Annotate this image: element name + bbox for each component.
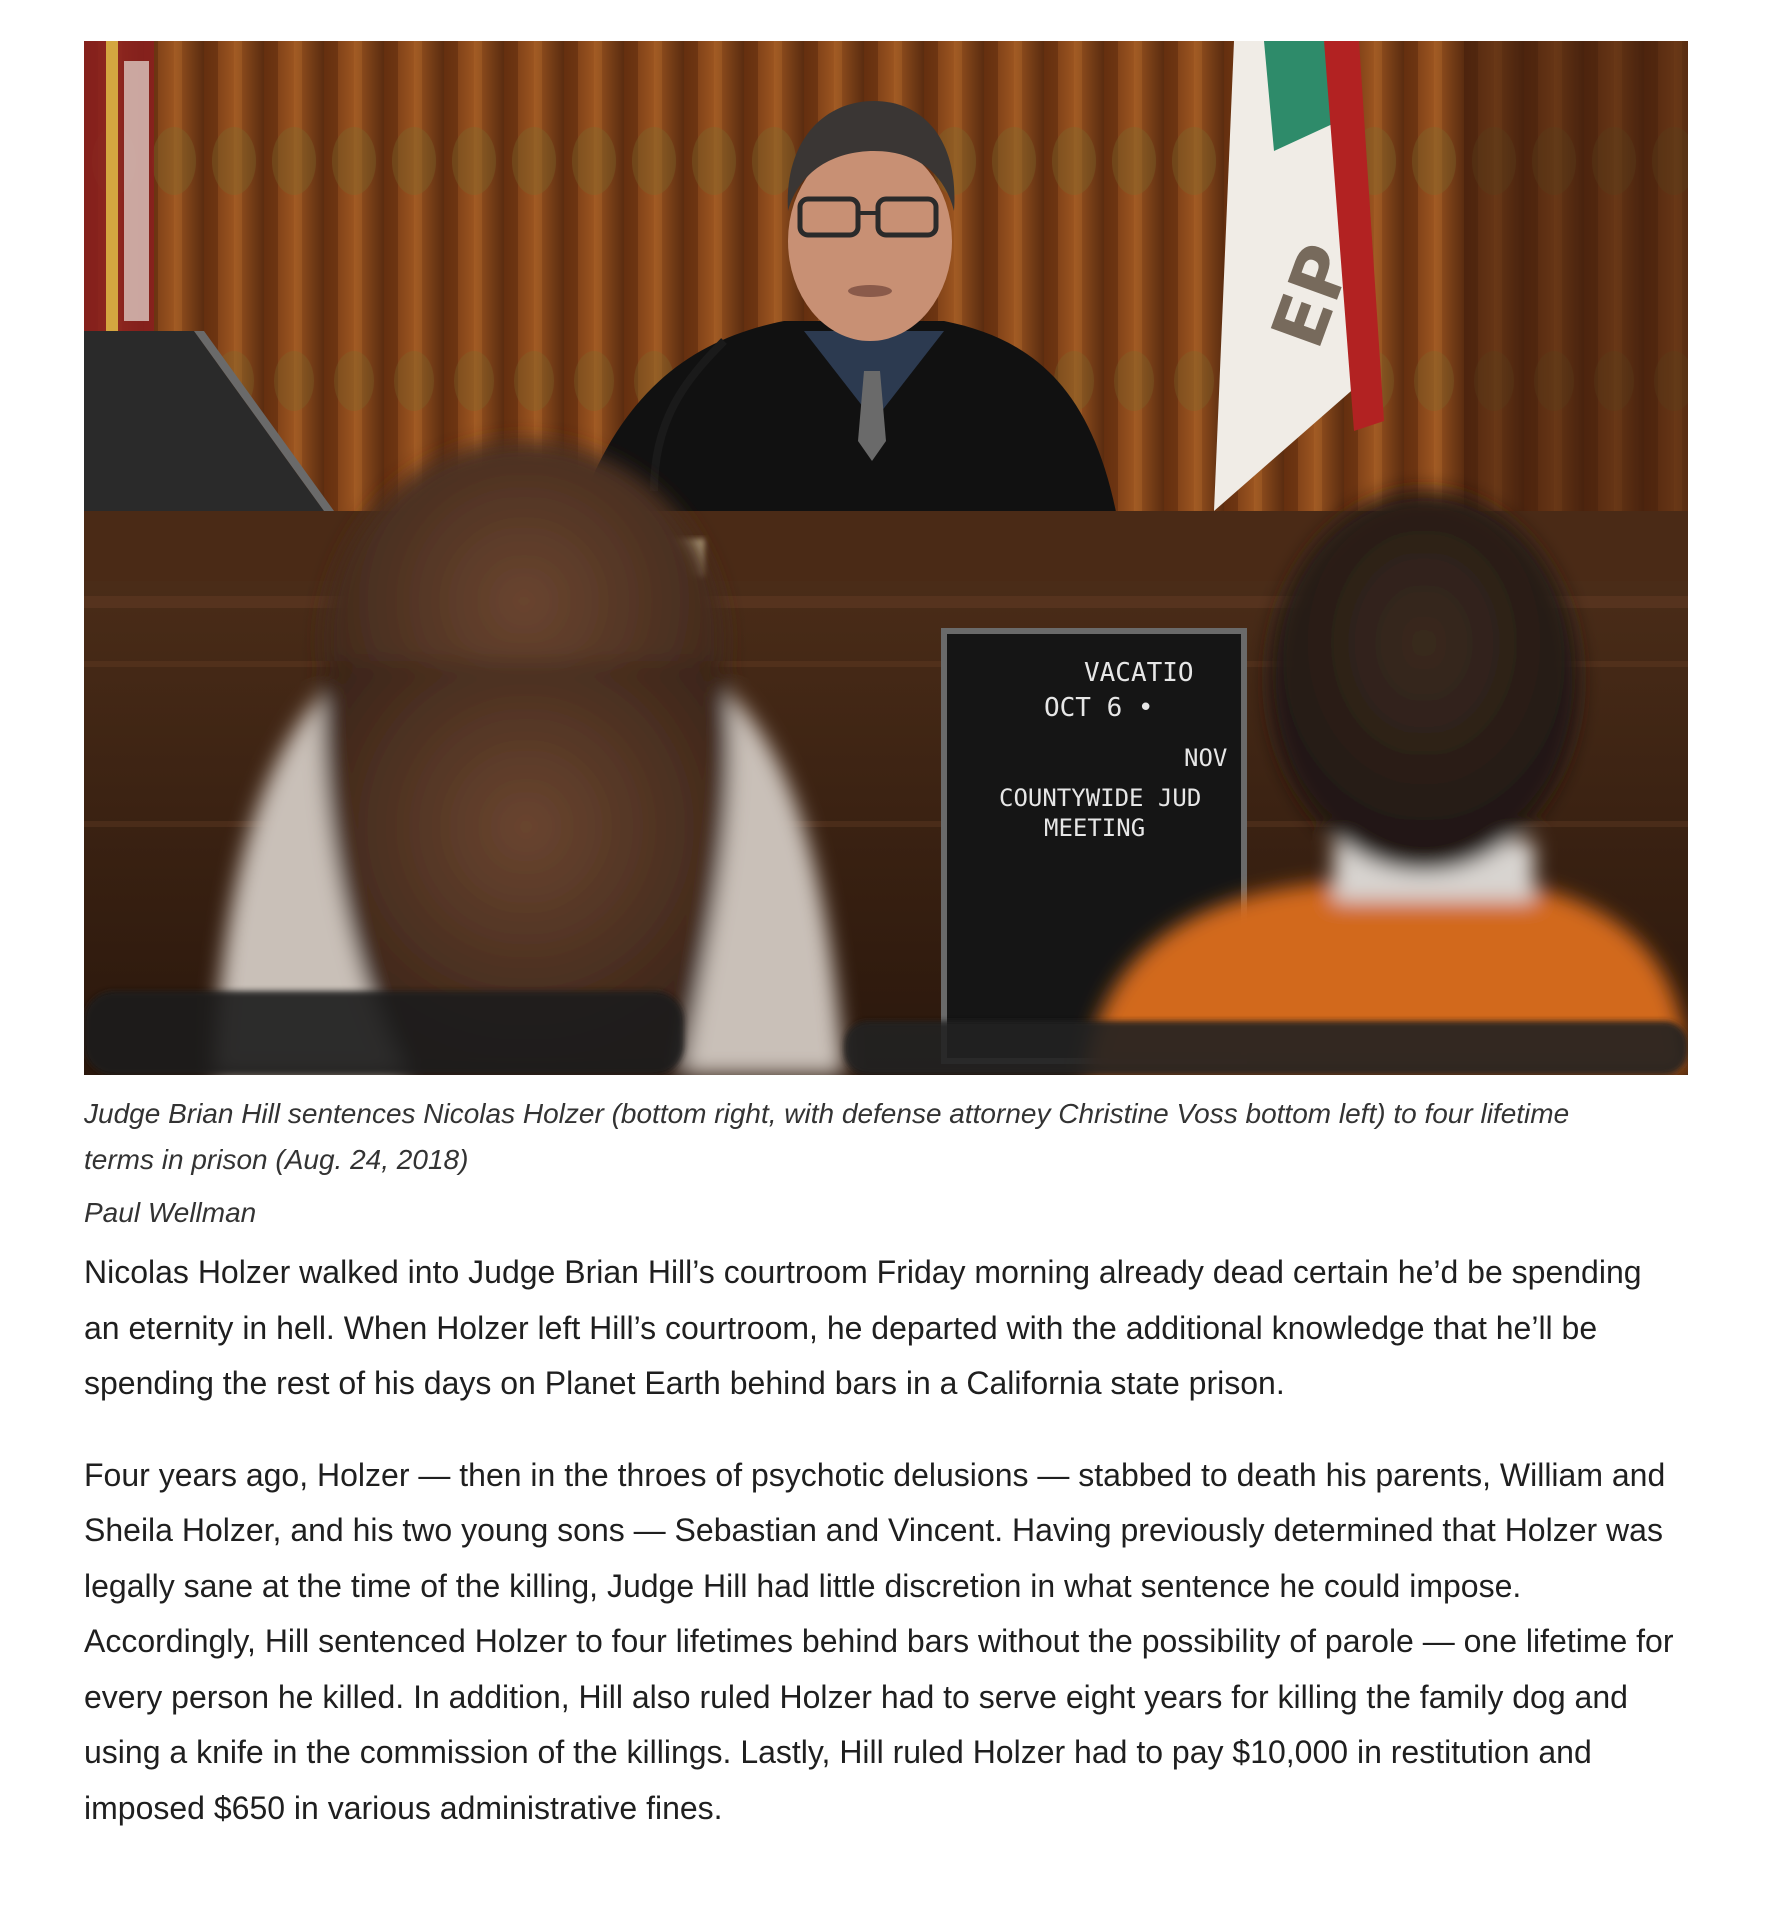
courtroom-photo: [84, 41, 1688, 1075]
article: [84, 41, 1688, 1872]
sign-line: COUNTYWIDE JUD: [999, 784, 1202, 812]
article-paragraph: Nicolas Holzer walked into Judge Brian Hill’s courtroom Friday morning already dead certain he’d be spending an eternity in hell. When Holzer left Hill’s courtroom, he departed with the additional knowledge that he’ll be spending the rest of his days on Planet Earth behind bars in a California state prison.: [84, 1254, 1642, 1401]
sign-line: NOV: [1184, 744, 1228, 772]
svg-text:EP: EP: [1254, 233, 1369, 359]
courtroom-photo-illustration: [84, 41, 1688, 1075]
photo-caption: Judge Brian Hill sentences Nicolas Holzer (bottom right, with defense attorney Christine Voss bottom left) to four lifetime terms in prison (Aug. 24, 2018): [84, 1098, 1570, 1175]
article-body: [84, 1245, 1688, 1836]
photo-credit: Paul Wellman: [84, 1197, 257, 1228]
sign-line: OCT 6 •: [1044, 693, 1154, 723]
sign-line: MEETING: [1044, 814, 1146, 842]
article-paragraph: Four years ago, Holzer — then in the throes of psychotic delusions — stabbed to death his parents, William and Sheila Holzer, and his two young sons — Sebastian and Vincent. Having previously determined that Holzer was legally sane at the time of the killing, Judge Hill had little discretion in what sentence he could impose. Accordingly, Hill sentenced Holzer to four lifetimes behind bars without the possibility of parole — one lifetime for every person he killed. In addition, Hill also ruled Holzer had to serve eight years for killing the family dog and using a knife in the commission of the killings. Lastly, Hill ruled Holzer had to pay $10,000 in restitution and imposed $650 in various administrative fines.: [84, 1456, 1674, 1826]
sign-line: VACATIO: [1084, 658, 1194, 688]
